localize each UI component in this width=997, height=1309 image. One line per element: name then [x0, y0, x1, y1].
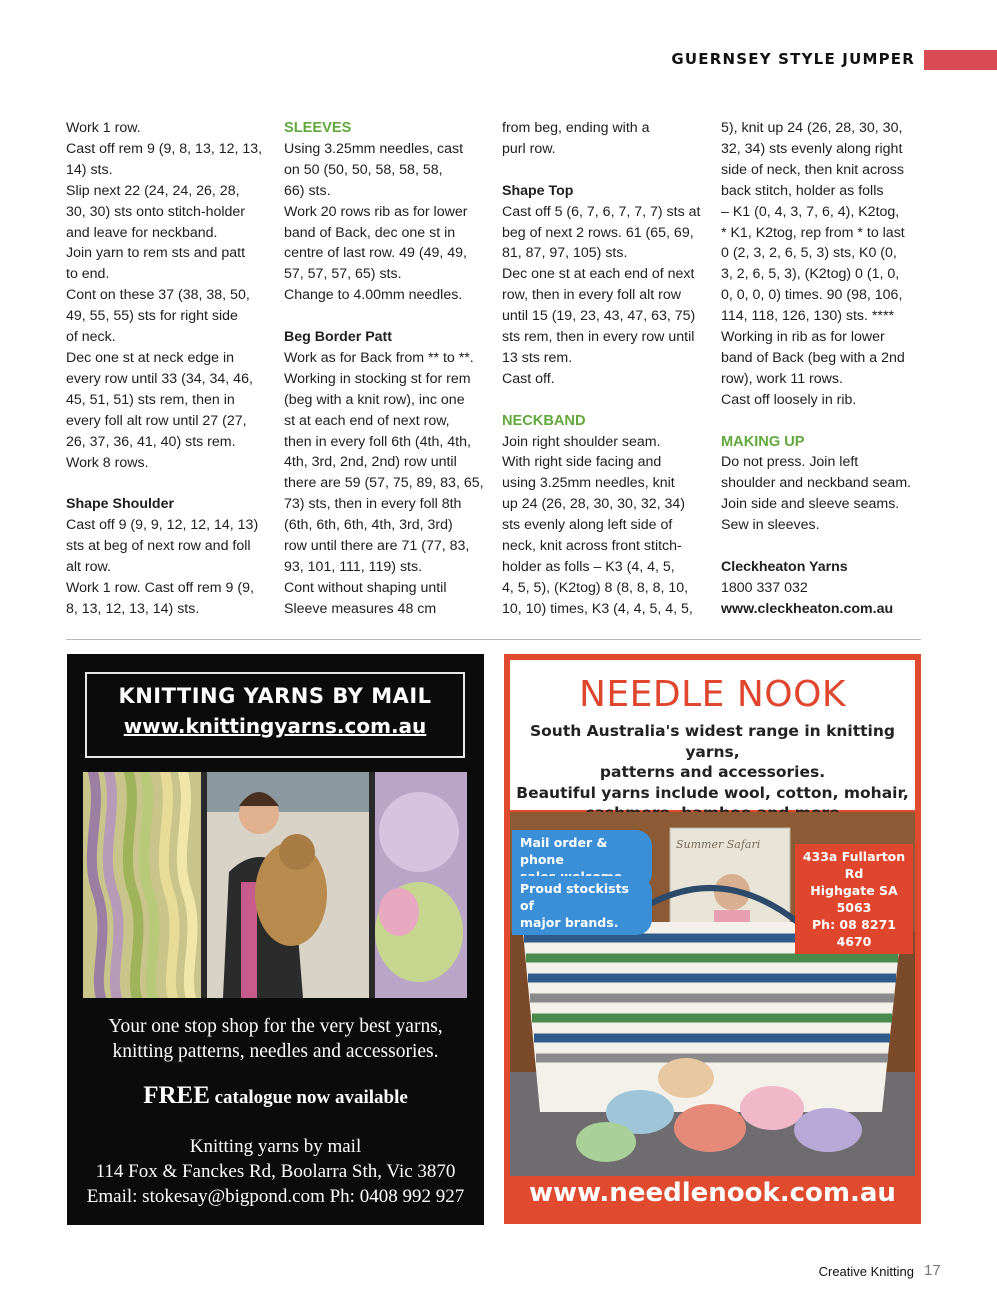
text-line: to end. — [66, 266, 110, 283]
ad2-description — [510, 721, 915, 824]
ad2-bubble-line: major brands. — [520, 915, 619, 930]
text-line: 5), knit up 24 (26, 28, 30, 30, — [721, 120, 903, 136]
supplier-phone: 1800 337 032 — [721, 579, 808, 596]
text-line: band of Back, dec one st in — [284, 224, 456, 241]
ad-knitting-yarns-by-mail — [67, 654, 484, 1225]
ad2-header-panel — [510, 660, 915, 810]
text-line: Do not press. Join left — [721, 454, 859, 471]
text-line: Cast off 5 (6, 7, 6, 7, 7, 7) sts at — [502, 203, 701, 220]
supplier-website-link[interactable]: www.cleckheaton.com.au — [721, 600, 894, 617]
text-line: Work 20 rows rib as for lower — [284, 203, 468, 220]
supplier-name: Cleckheaton Yarns — [721, 559, 848, 575]
ad1-tagline-line: knitting patterns, needles and accessories. — [112, 1041, 439, 1062]
text-line: alt row. — [66, 559, 111, 576]
ad2-description-line: patterns and accessories. — [599, 763, 826, 781]
text-column-2 — [284, 118, 484, 620]
text-line: * K1, K2tog, rep from * to last — [721, 224, 905, 241]
text-column-4 — [721, 118, 921, 620]
footer-page-number: 17 — [924, 1262, 941, 1279]
text-line: 45, 51, 51) sts rem, then in — [66, 391, 235, 408]
text-line: Cont without shaping until — [284, 579, 447, 596]
text-line: 32, 34) sts evenly along right — [721, 140, 903, 157]
text-line: every row until 33 (34, 34, 46, — [66, 370, 253, 387]
text-line: Cast off. — [502, 370, 555, 387]
ad1-title-box — [85, 672, 465, 758]
text-line: band of Back (beg with a 2nd — [721, 349, 905, 366]
text-column-3 — [502, 118, 702, 620]
ad1-contact-line: Knitting yarns by mail — [189, 1136, 362, 1157]
subheading-shape-shoulder: Shape Shoulder — [66, 496, 174, 513]
text-line: purl row. — [502, 140, 556, 157]
text-line: 114, 118, 126, 130) sts. **** — [721, 308, 894, 325]
section-divider — [66, 639, 921, 640]
text-line: beg of next 2 rows. 61 (65, 69, — [502, 224, 694, 241]
running-header: GUERNSEY STYLE JUMPER — [671, 50, 915, 68]
text-line: side of neck, then knit across — [721, 161, 904, 178]
text-line: Join yarn to rem sts and patt — [66, 245, 246, 262]
section-heading-neckband: NECKBAND — [502, 412, 586, 429]
text-line: row), work 11 rows. — [721, 370, 843, 387]
text-line: 66) sts. — [284, 182, 331, 199]
ad2-address-box — [795, 844, 913, 954]
text-line: st at each end of next row, — [284, 412, 450, 429]
text-line: Work 1 row. — [66, 120, 141, 136]
text-line: Cast off loosely in rib. — [721, 391, 857, 408]
text-line: there are 59 (57, 75, 89, 83, 65, — [284, 475, 484, 492]
ad1-contact-line: Email: stokesay@bigpond.com Ph: 0408 992 927 — [86, 1186, 465, 1207]
text-line: 73) sts, then in every foll 8th — [284, 496, 462, 513]
text-line: sts evenly along left side of — [502, 517, 673, 534]
text-line: With right side facing and — [502, 454, 662, 471]
text-line: 14) sts. — [66, 161, 113, 178]
ad1-tagline-line: Your one stop shop for the very best yarns, — [108, 1016, 443, 1037]
text-line: 49, 55, 55) sts for right side — [66, 308, 238, 325]
text-line: 81, 87, 97, 105) sts. — [502, 245, 628, 262]
ad1-tagline — [67, 1014, 484, 1064]
text-line: 57, 57, 57, 65) sts. — [284, 266, 402, 283]
ad2-description-line: Beautiful yarns include wool, cotton, mohair, — [516, 783, 909, 802]
text-line: Dec one st at neck edge in — [66, 349, 234, 366]
ad1-contact-line: 114 Fox & Fanckes Rd, Boolarra Sth, Vic 3870 — [95, 1161, 456, 1182]
text-line: 4, 5, 5), (K2tog) 8 (8, 8, 8, 10, — [502, 579, 689, 596]
text-line: shoulder and neckband seam. — [721, 475, 912, 492]
ad-needle-nook — [504, 654, 921, 1224]
text-line: sts rem, then in every row until — [502, 329, 695, 346]
ad2-bubble-line: Mail order & phone — [520, 835, 608, 867]
header-accent-bar — [924, 50, 997, 70]
text-line: Change to 4.00mm needles. — [284, 287, 463, 304]
text-line: row until there are 71 (77, 83, — [284, 538, 470, 555]
text-line: Join side and sleeve seams. — [721, 496, 900, 513]
text-line: from beg, ending with a — [502, 120, 650, 136]
ad2-description-line: South Australia's widest range in knitting yarns, — [530, 722, 895, 761]
text-line: holder as folls – K3 (4, 4, 5, — [502, 559, 675, 575]
text-line: 13 sts rem. — [502, 349, 573, 366]
ad1-yarn-and-dog-photo — [83, 772, 467, 998]
ad2-address-line: Highgate SA 5063 — [810, 883, 898, 915]
text-line: up 24 (26, 28, 30, 30, 32, 34) — [502, 496, 685, 513]
text-column-1 — [66, 118, 266, 620]
ad1-title: KNITTING YARNS BY MAIL — [118, 684, 432, 708]
text-line: Using 3.25mm needles, cast — [284, 140, 464, 157]
ad1-website-link[interactable]: www.knittingyarns.com.au — [123, 714, 427, 738]
ad2-address-line: 433a Fullarton Rd — [802, 849, 906, 881]
text-line: then in every foll 6th (4th, 4th, — [284, 433, 471, 450]
text-line: Sleeve measures 48 cm — [284, 600, 437, 617]
text-line: of neck. — [66, 329, 116, 346]
text-line: Work as for Back from ** to **. — [284, 349, 474, 366]
text-line: 4th, 3rd, 2nd, 2nd) row until — [284, 454, 457, 471]
text-line: Work 1 row. Cast off rem 9 (9, — [66, 579, 254, 596]
ad2-website-link[interactable]: www.needlenook.com.au — [529, 1178, 896, 1208]
text-line: Dec one st at each end of next — [502, 266, 695, 283]
text-line: 0, 0, 0, 0) times. 90 (98, 106, — [721, 287, 903, 304]
ad1-contact — [67, 1134, 484, 1209]
text-line: – K1 (0, 4, 3, 7, 6, 4), K2tog, — [721, 203, 900, 220]
ad1-catalogue-line — [67, 1082, 484, 1110]
text-line: centre of last row. 49 (49, 49, — [284, 245, 467, 262]
text-line: Working in rib as for lower — [721, 329, 885, 346]
svg-text:Summer Safari: Summer Safari — [676, 838, 761, 851]
text-line: (beg with a knit row), inc one — [284, 391, 465, 408]
text-line: (6th, 6th, 6th, 4th, 3rd, 3rd) — [284, 517, 453, 534]
text-line: sts at beg of next row and foll — [66, 538, 251, 555]
text-line: 26, 37, 36, 41, 40) sts rem. — [66, 433, 236, 450]
text-line: back stitch, holder as folls — [721, 182, 884, 199]
text-line: using 3.25mm needles, knit — [502, 475, 675, 492]
text-line: Cast off 9 (9, 9, 12, 12, 14, 13) — [66, 517, 259, 534]
text-line: until 15 (19, 23, 43, 47, 63, 75) — [502, 308, 696, 325]
subheading-shape-top: Shape Top — [502, 182, 574, 199]
text-line: Work 8 rows. — [66, 454, 149, 471]
text-line: Slip next 22 (24, 24, 26, 28, — [66, 182, 240, 199]
text-line: on 50 (50, 50, 58, 58, 58, — [284, 161, 443, 178]
text-line: 10, 10) times, K3 (4, 4, 5, 4, 5, — [502, 600, 693, 617]
text-line: Sew in sleeves. — [721, 517, 820, 534]
text-line: 30, 30) sts onto stitch-holder — [66, 203, 246, 220]
text-line: and leave for neckband. — [66, 224, 218, 241]
subheading-beg-border-patt: Beg Border Patt — [284, 329, 392, 346]
ad2-bubble-line: Proud stockists of — [520, 881, 629, 913]
text-line: Join right shoulder seam. — [502, 433, 661, 450]
text-line: 3, 2, 6, 5, 3), (K2tog) 0 (1, 0, — [721, 266, 900, 283]
ad2-address-line: Ph: 08 8271 4670 — [812, 917, 896, 949]
text-line: 93, 101, 111, 119) sts. — [284, 559, 423, 576]
text-line: every foll alt row until 27 (27, — [66, 412, 247, 429]
ad2-stockists-bubble — [512, 876, 652, 935]
text-line: neck, knit across front stitch- — [502, 538, 682, 555]
text-line: 8, 13, 12, 13, 14) sts. — [66, 600, 200, 617]
footer-publication-name: Creative Knitting — [818, 1264, 914, 1279]
text-line: Cont on these 37 (38, 38, 50, — [66, 287, 250, 304]
ad2-title: NEEDLE NOOK — [578, 674, 847, 715]
section-heading-sleeves: SLEEVES — [284, 120, 352, 136]
ad1-free-label: FREE — [143, 1082, 210, 1109]
text-line: Working in stocking st for rem — [284, 370, 471, 387]
section-heading-making-up: MAKING UP — [721, 433, 805, 450]
text-line: row, then in every foll alt row — [502, 287, 681, 304]
text-line: 0 (2, 3, 2, 6, 5, 3) sts, K0 (0, — [721, 245, 897, 262]
ad1-catalogue-text: catalogue now available — [209, 1087, 408, 1108]
text-line: Cast off rem 9 (9, 8, 13, 12, 13, — [66, 140, 263, 157]
